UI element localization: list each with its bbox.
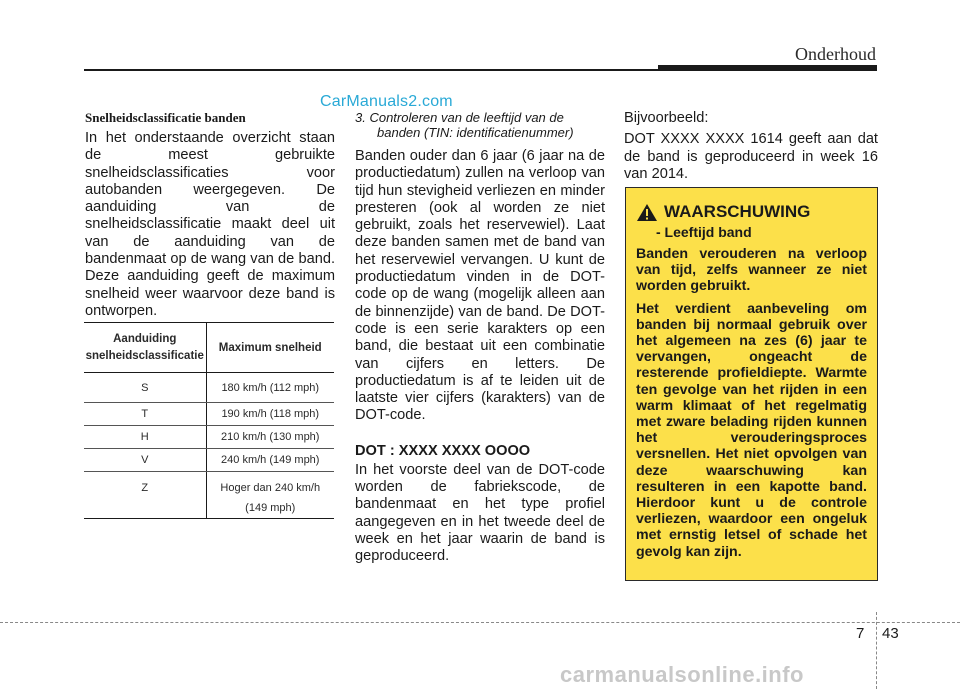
table-cell-code: T [84, 403, 206, 426]
speed-rating-paragraph: In het onderstaande overzicht staan de meest gebruikte snelheidsclassificaties voor autobanden weergegeven. De aanduiding van de snelheidsclassificatie maakt deel uit van de aanduiding van de bandenmaat op de wang van de band. Deze aanduiding geeft de maximum snelheid weer waarvoor deze band is ontworpen. [85, 130, 335, 319]
speed-rating-heading: Snelheidsclassificatie banden [85, 110, 246, 125]
table-cell-speed: 190 km/h (118 mph) [206, 403, 334, 426]
column-speed-rating [85, 110, 335, 320]
table-header-code-line1: Aanduiding [113, 332, 177, 345]
table-cell-code: H [84, 426, 206, 449]
column-example [624, 110, 878, 183]
table-cell-code: Z [84, 472, 206, 519]
table-row [84, 373, 334, 403]
example-label: Bijvoorbeeld: [624, 110, 709, 126]
watermark-bottom[interactable]: carmanualsonline.info [560, 662, 804, 687]
dot-code-paragraph: In het voorste deel van de DOT-code worden de fabriekscode, de bandenmaat en het type profiel aangegeven en in het tweede deel de week en het jaar waarin de band is geproduceerd. [355, 461, 605, 565]
table-cell-code: V [84, 449, 206, 472]
table-cell-speed-line2: (149 mph) [245, 502, 296, 514]
tire-age-paragraph: Banden ouder dan 6 jaar (6 jaar na de productiedatum) zullen na verloop van tijd hun stevigheid verliezen en minder presteren (ook al worden ze niet gebruikt, zoals het reservewiel). Laat deze banden samen met de band van het reservewiel vervangen. U kunt de productiedatum vinden in de DOT-code op de wang (mogelijk alleen aan de binnenzijde) van de band. De DOT-code is een serie karakters op een band, die bestaat uit een combinatie van cijfers en letters. De productiedatum is af te leiden uit de laatste vier cijfers (karakters) van de DOT-code. [355, 148, 605, 424]
table-cell-speed [206, 472, 334, 519]
section-title: Onderhoud [795, 44, 876, 64]
table-header-code [84, 323, 206, 373]
warning-title: WAARSCHUWING [664, 202, 811, 221]
table-cell-speed-line1: Hoger dan 240 km/h [220, 482, 321, 494]
footer-divider [876, 612, 877, 689]
warning-title-row [636, 202, 867, 222]
table-row [84, 426, 334, 449]
table-header-row [84, 323, 334, 373]
table-cell-code: S [84, 373, 206, 403]
table-row [84, 472, 334, 519]
speed-rating-table [84, 322, 334, 519]
footer-rule [0, 622, 960, 623]
header-rule-thick [658, 65, 877, 71]
warning-box [625, 187, 878, 581]
tire-age-heading-line2: banden (TIN: identificatienummer) [377, 125, 574, 140]
table-cell-speed: 240 km/h (149 mph) [206, 449, 334, 472]
table-header-speed: Maximum snelheid [206, 323, 334, 373]
column-tire-age [355, 110, 605, 566]
tire-age-heading-line1: 3. Controleren van de leeftijd van de [355, 110, 564, 125]
warning-triangle-icon [636, 203, 658, 222]
example-text: DOT XXXX XXXX 1614 geeft aan dat de band is geproduceerd in week 16 van 2014. [624, 131, 878, 182]
table-row [84, 449, 334, 472]
table-row [84, 403, 334, 426]
warning-paragraph-1: Banden verouderen na verloop van tijd, zelfs wanneer ze niet worden gebruikt. [636, 246, 867, 295]
table-header-code-line2: snelheidsclassificatie [85, 349, 204, 362]
table-cell-speed: 180 km/h (112 mph) [206, 373, 334, 403]
warning-paragraph-2: Het verdient aanbeveling om banden bij normaal gebruik over het algemeen na zes (6) jaar te vervangen, ongeacht de resterende profieldiepte. Warmte ten gevolge van het rijden in een warm klimaat of het regelmatig met zware belading rijden kunnen het verouderingsproces versnellen. Het niet opvolgen van deze waarschuwing kan resulteren in een kapotte band. Hierdoor kunt u de controle verliezen, waardoor een ongeluk met ernstig letsel of schade het gevolg kan zijn. [636, 300, 867, 560]
dot-code-example: DOT : XXXX XXXX OOOO [355, 442, 531, 459]
warning-subtitle: - Leeftijd band [656, 224, 752, 240]
table-cell-speed: 210 km/h (130 mph) [206, 426, 334, 449]
chapter-number: 7 [856, 625, 865, 642]
page-number: 43 [882, 625, 899, 642]
header-rule [84, 69, 658, 71]
watermark-top[interactable]: CarManuals2.com [320, 93, 453, 110]
tire-age-heading [355, 110, 605, 140]
